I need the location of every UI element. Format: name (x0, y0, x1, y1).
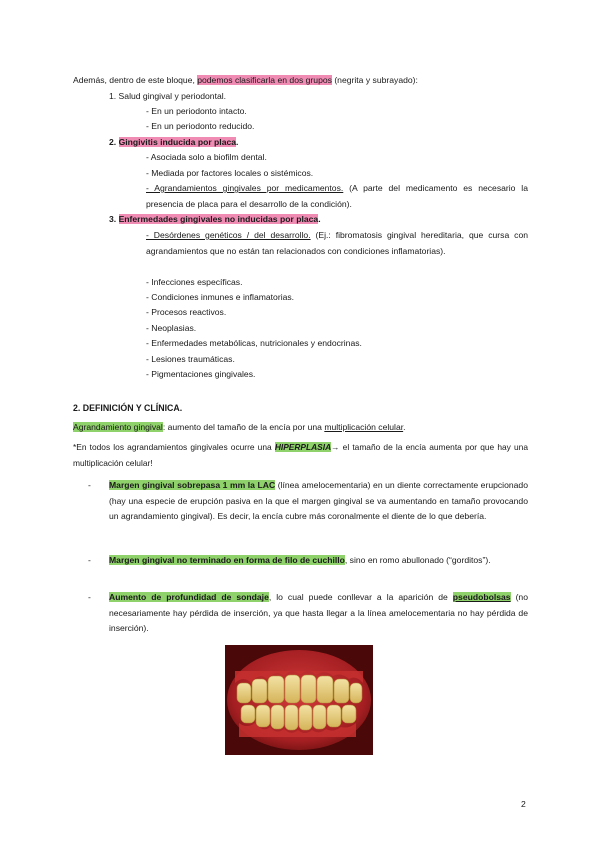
list-item: - Infecciones específicas. (146, 277, 243, 287)
group2-title: 2. Gingivitis inducida por placa. (109, 137, 239, 147)
list-item: - Lesiones traumáticas. (146, 354, 235, 364)
list-item: - Enfermedades metabólicas, nutricionales y endocrinas. (146, 338, 362, 348)
list-item: - Desórdenes genéticos / del desarrollo. (Ej.: fibromatosis gingival hereditaria, que cursa con agrandamientos que no están tan relacionados con condiciones inflamatorias). (146, 230, 529, 256)
bullet-item: Margen gingival no terminado en forma de filo de cuchillo, sino en romo abullonado (“gorditos”). (109, 555, 491, 565)
list-item: - Procesos reactivos. (146, 307, 227, 317)
teeth-illustration (225, 645, 373, 755)
intro-line: Además, dentro de este bloque, podemos clasificarla en dos grupos (negrita y subrayado): (73, 75, 418, 85)
gingival-enlargement-photo (225, 645, 373, 755)
list-item: - Agrandamientos gingivales por medicamentos. (A parte del medicamento es necesario la presencia de placa para el desarrollo de la condición). (146, 183, 528, 209)
section-heading: 2. DEFINICIÓN Y CLÍNICA. (73, 403, 183, 413)
list-item: - Neoplasias. (146, 323, 197, 333)
bullet-dash: - (88, 480, 91, 490)
bullet-item: Margen gingival sobrepasa 1 mm la LAC (línea amelocementaria) en un diente correctamente erupcionado (hay una especie de erupción pasiva en la que el margen gingival se va aumentando en tamaño provocando un agrandamiento gingival). Es decir, la encía cubre más coronalmente el diente de lo que debería. (109, 480, 528, 521)
intro-highlight: podemos clasificarla en dos grupos (197, 75, 332, 85)
group3-title: 3. Enfermedades gingivales no inducidas por placa. (109, 214, 321, 224)
hyperplasia-note: *En todos los agrandamientos gingivales ocurre una HIPERPLASIA→ el tamaño de la encía aumenta por que hay una multiplicación celular! (73, 442, 528, 468)
definition-line: Agrandamiento gingival: aumento del tamaño de la encía por una multiplicación celular. (73, 422, 406, 432)
list-item: - En un periodonto intacto. (146, 106, 247, 116)
list-item: - Pigmentaciones gingivales. (146, 369, 256, 379)
bullet-dash: - (88, 592, 91, 602)
list-item: - Mediada por factores locales o sistémicos. (146, 168, 314, 178)
bullet-dash: - (88, 555, 91, 565)
list-item: - Asociada solo a biofilm dental. (146, 152, 267, 162)
group1-title: 1. Salud gingival y periodontal. (109, 91, 227, 101)
list-item: - Condiciones inmunes e inflamatorias. (146, 292, 295, 302)
bullet-item: Aumento de profundidad de sondaje, lo cual puede conllevar a la aparición de pseudobolsas (no necesariamente hay pérdida de inserción, ya que hasta llegar a la línea amelocementaria no hay pérdida de inserción). (109, 592, 528, 633)
page-number: 2 (521, 799, 526, 809)
list-item: - En un periodonto reducido. (146, 121, 255, 131)
